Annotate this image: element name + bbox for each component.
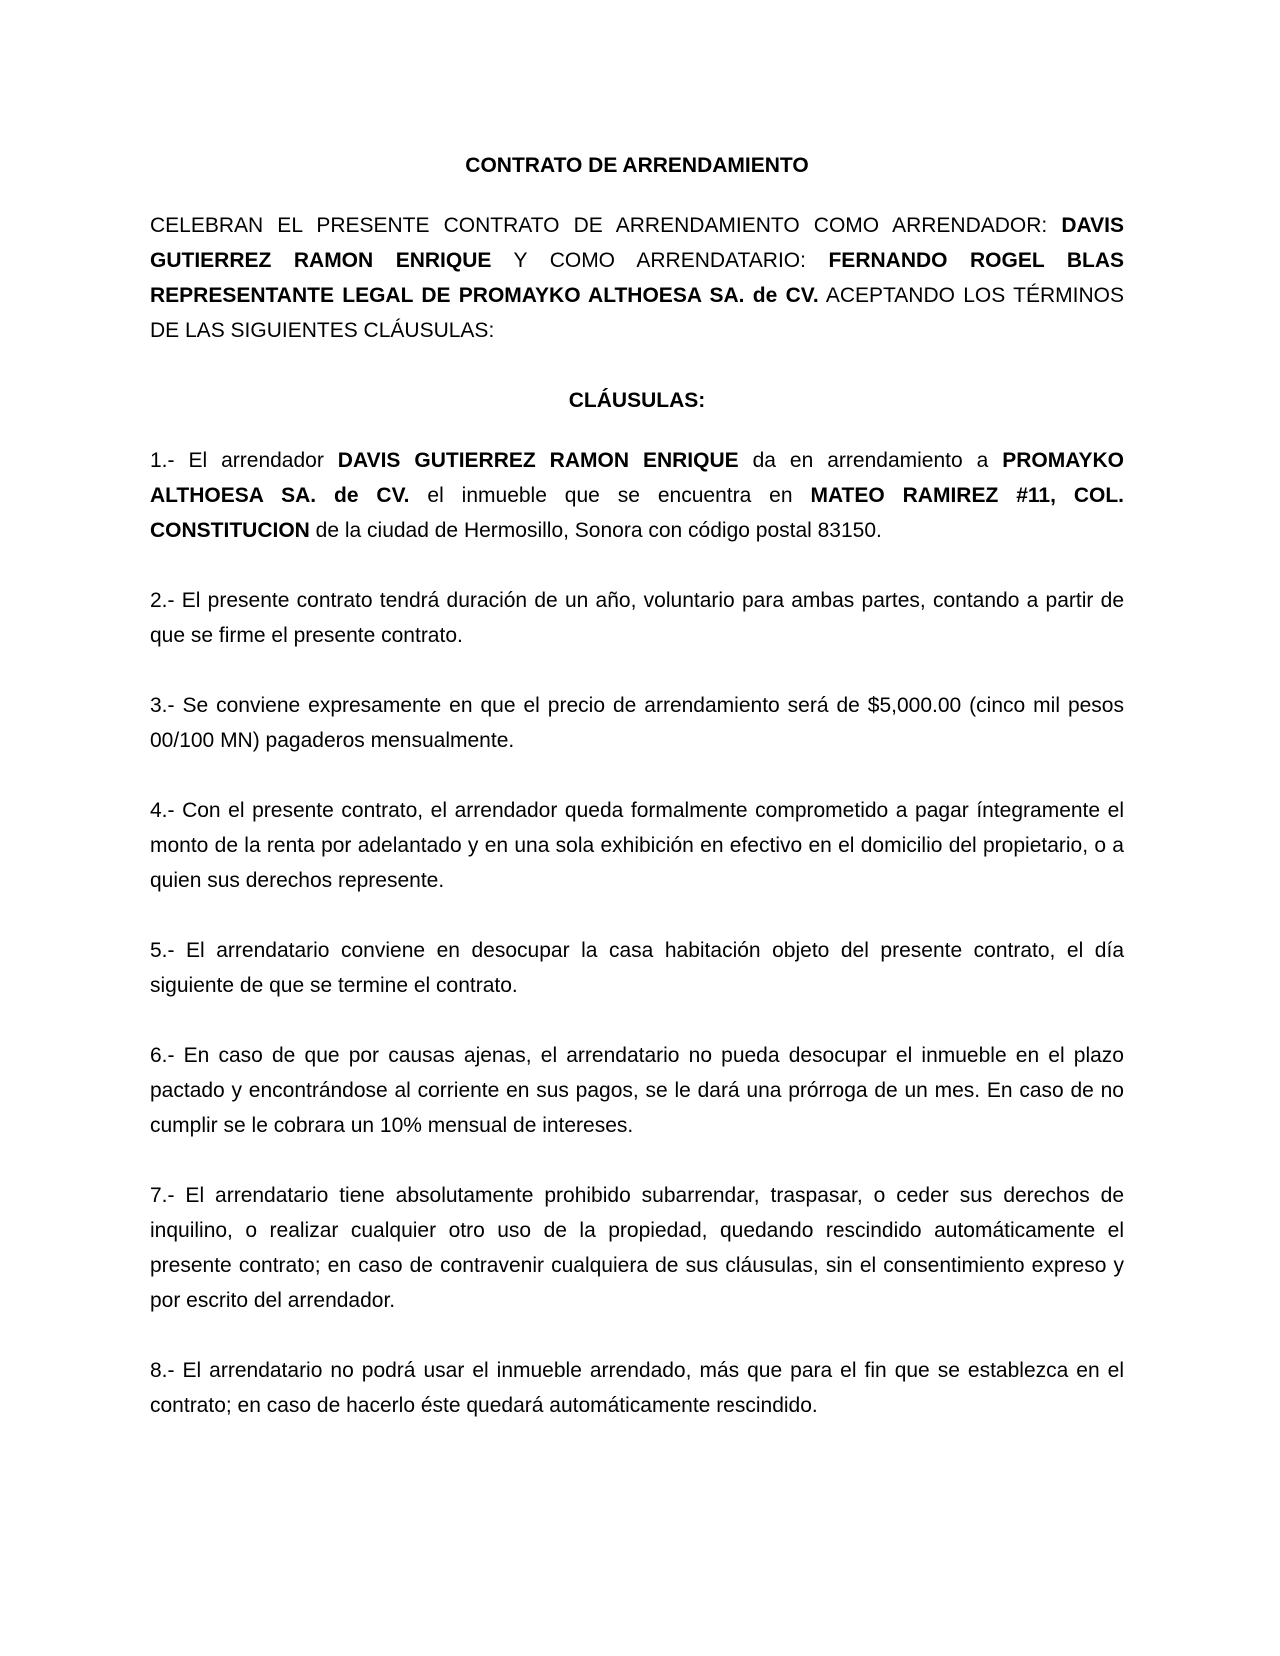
document-page xyxy=(150,148,1124,1458)
intro-text-3: ACEPTANDO LOS TÉRMINOS DE LAS SIGUIENTES CLÁUSULAS: xyxy=(150,284,1125,342)
intro-text-1: CELEBRAN EL PRESENTE CONTRATO DE ARRENDAMIENTO COMO ARRENDADOR: xyxy=(150,214,1062,237)
clause-1-address: MATEO RAMIREZ #11, COL. CONSTITUCION xyxy=(150,484,1124,542)
intro-text-2: Y COMO ARRENDATARIO: xyxy=(491,249,829,272)
clause-7: 7.- El arrendatario tiene absolutamente prohibido subarrendar, traspasar, o ceder sus derechos de inquilino, o realizar cualquier otro uso de la propiedad, quedando rescindido automáticamente el presente contrato; en caso de contravenir cualquiera de sus cláusulas, sin el consentimiento expreso y por escrito del arrendador. xyxy=(150,1184,1124,1312)
document-title: CONTRATO DE ARRENDAMIENTO xyxy=(465,154,809,177)
clause-1 xyxy=(150,443,1124,548)
clause-8: 8.- El arrendatario no podrá usar el inmueble arrendado, más que para el fin que se establezca en el contrato; en caso de hacerlo éste quedará automáticamente rescindido. xyxy=(150,1359,1124,1417)
clause-6: 6.- En caso de que por causas ajenas, el arrendatario no pueda desocupar el inmueble en el plazo pactado y encontrándose al corriente en sus pagos, se le dará una prórroga de un mes. En caso de no cumplir se le cobrara un 10% mensual de intereses. xyxy=(150,1044,1124,1137)
clause-1-text-b: da en arrendamiento a xyxy=(738,449,1003,472)
clause-1-text-a: 1.- El arrendador xyxy=(150,449,338,472)
intro-paragraph xyxy=(150,208,1124,348)
clause-1-company: PROMAYKO ALTHOESA SA. de CV. xyxy=(150,449,1124,507)
clause-3: 3.- Se conviene expresamente en que el precio de arrendamiento será de $5,000.00 (cinco mil pesos 00/100 MN) pagaderos mensualmente. xyxy=(150,694,1124,752)
tenant-name: FERNANDO ROGEL BLAS REPRESENTANTE LEGAL DE PROMAYKO ALTHOESA SA. de CV. xyxy=(150,249,1124,307)
clauses-heading: CLÁUSULAS: xyxy=(568,389,706,412)
clause-1-text-c: el inmueble que se encuentra en xyxy=(409,484,811,507)
landlord-name: DAVIS GUTIERREZ RAMON ENRIQUE xyxy=(150,214,1124,272)
clause-4: 4.- Con el presente contrato, el arrendador queda formalmente comprometido a pagar íntegramente el monto de la renta por adelantado y en una sola exhibición en efectivo en el domicilio del propietario, o a quien sus derechos represente. xyxy=(150,799,1124,892)
clause-1-text-d: de la ciudad de Hermosillo, Sonora con código postal 83150. xyxy=(309,519,882,542)
clause-1-landlord: DAVIS GUTIERREZ RAMON ENRIQUE xyxy=(337,449,739,472)
clause-5: 5.- El arrendatario conviene en desocupar la casa habitación objeto del presente contrato, el día siguiente de que se termine el contrato. xyxy=(150,939,1124,997)
clause-2: 2.- El presente contrato tendrá duración de un año, voluntario para ambas partes, contando a partir de que se firme el presente contrato. xyxy=(150,589,1124,647)
